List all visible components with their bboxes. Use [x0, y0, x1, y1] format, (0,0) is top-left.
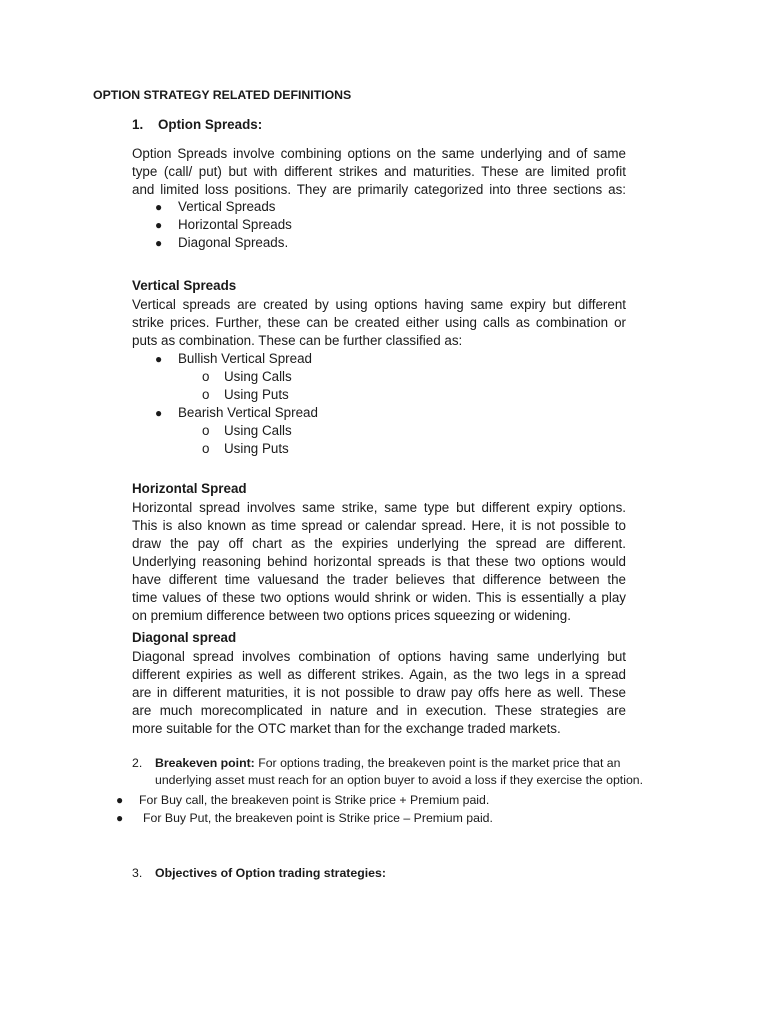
horizontal-spread-text — [132, 499, 626, 625]
vertical-spreads-text — [132, 296, 626, 350]
sub-bullet-icon: o — [202, 369, 210, 384]
bullet-icon: ● — [155, 218, 163, 232]
list-item: Horizontal Spreads — [178, 217, 292, 232]
bullet-icon: ● — [155, 200, 163, 214]
breakeven-line-2: underlying asset must reach for an option buyer to avoid a loss if they exercise the option. — [155, 773, 644, 787]
vertical-spreads-heading: Vertical Spreads — [132, 278, 237, 293]
text-line: draw the pay off chart as the expiries underlying the spread are different. — [132, 536, 626, 551]
text-line: are much morecomplicated in nature and in execution. These strategies are — [132, 703, 626, 718]
breakeven-line-1 — [155, 756, 620, 770]
text-line: Diagonal spread involves combination of options having same underlying but — [132, 649, 626, 664]
sub-list-item: Using Puts — [224, 441, 289, 456]
sub-list-item: Using Calls — [224, 369, 292, 384]
bullet-icon: ● — [116, 811, 124, 825]
section-3-number: 3. — [132, 866, 143, 880]
page-title: OPTION STRATEGY RELATED DEFINITIONS — [93, 88, 352, 102]
list-item: Vertical Spreads — [178, 199, 276, 214]
text-line: are in different maturities, it is not possible to draw pay offs here as well. These — [132, 685, 626, 700]
text-line: more suitable for the OTC market than for the exchange traded markets. — [132, 721, 561, 736]
text-line: on premium difference between two options prices squeezing or widening. — [132, 608, 571, 623]
text-line: have different time valuesand the trader believes that difference between the — [132, 572, 626, 587]
list-item: For Buy Put, the breakeven point is Strike price – Premium paid. — [143, 811, 493, 825]
sub-list-item: Using Calls — [224, 423, 292, 438]
bullet-icon: ● — [155, 236, 163, 250]
section-1-number: 1. — [132, 117, 144, 132]
text-line: Vertical spreads are created by using options having same expiry but different — [132, 297, 626, 312]
breakeven-text: For options trading, the breakeven point is the market price that an — [258, 756, 621, 770]
text-line: Option Spreads involve combining options on the same underlying and of same — [132, 146, 626, 161]
bullet-icon: ● — [116, 793, 124, 807]
text-line: This is also known as time spread or calendar spread. Here, it is not possible to — [132, 518, 626, 533]
bullet-icon: ● — [155, 406, 163, 420]
list-item: Bullish Vertical Spread — [178, 351, 312, 366]
diagonal-spread-heading: Diagonal spread — [132, 630, 237, 645]
section-3-heading: Objectives of Option trading strategies: — [155, 866, 386, 880]
text-line: type (call/ put) but with different strikes and maturities. These are limited profit — [132, 164, 626, 179]
text-line: and limited loss positions. They are primarily categorized into three sections as: — [132, 182, 626, 197]
horizontal-spread-heading: Horizontal Spread — [132, 481, 247, 496]
sub-bullet-icon: o — [202, 387, 210, 402]
text-line: strike prices. Further, these can be created either using calls as combination or — [132, 315, 626, 330]
bullet-icon: ● — [155, 352, 163, 366]
list-item: For Buy call, the breakeven point is Strike price + Premium paid. — [139, 793, 490, 807]
sub-bullet-icon: o — [202, 423, 210, 438]
sub-bullet-icon: o — [202, 441, 210, 456]
sub-list-item: Using Puts — [224, 387, 289, 402]
option-spreads-intro — [132, 145, 626, 199]
text-line: time values of these two options would shrink or widen. This is essentially a play — [132, 590, 626, 605]
breakeven-label: Breakeven point: — [155, 756, 255, 770]
text-line: different expiries as well as different strikes. Again, as the two legs in a spread — [132, 667, 626, 682]
list-item: Diagonal Spreads. — [178, 235, 289, 250]
text-line: Horizontal spread involves same strike, same type but different expiry options. — [132, 500, 626, 515]
section-2-number: 2. — [132, 756, 143, 770]
text-line: puts as combination. These can be further classified as: — [132, 333, 463, 348]
text-line: Underlying reasoning behind horizontal spreads is that these two options would — [132, 554, 626, 569]
list-item: Bearish Vertical Spread — [178, 405, 318, 420]
section-1-heading: Option Spreads: — [158, 117, 263, 132]
diagonal-spread-text — [132, 648, 626, 738]
